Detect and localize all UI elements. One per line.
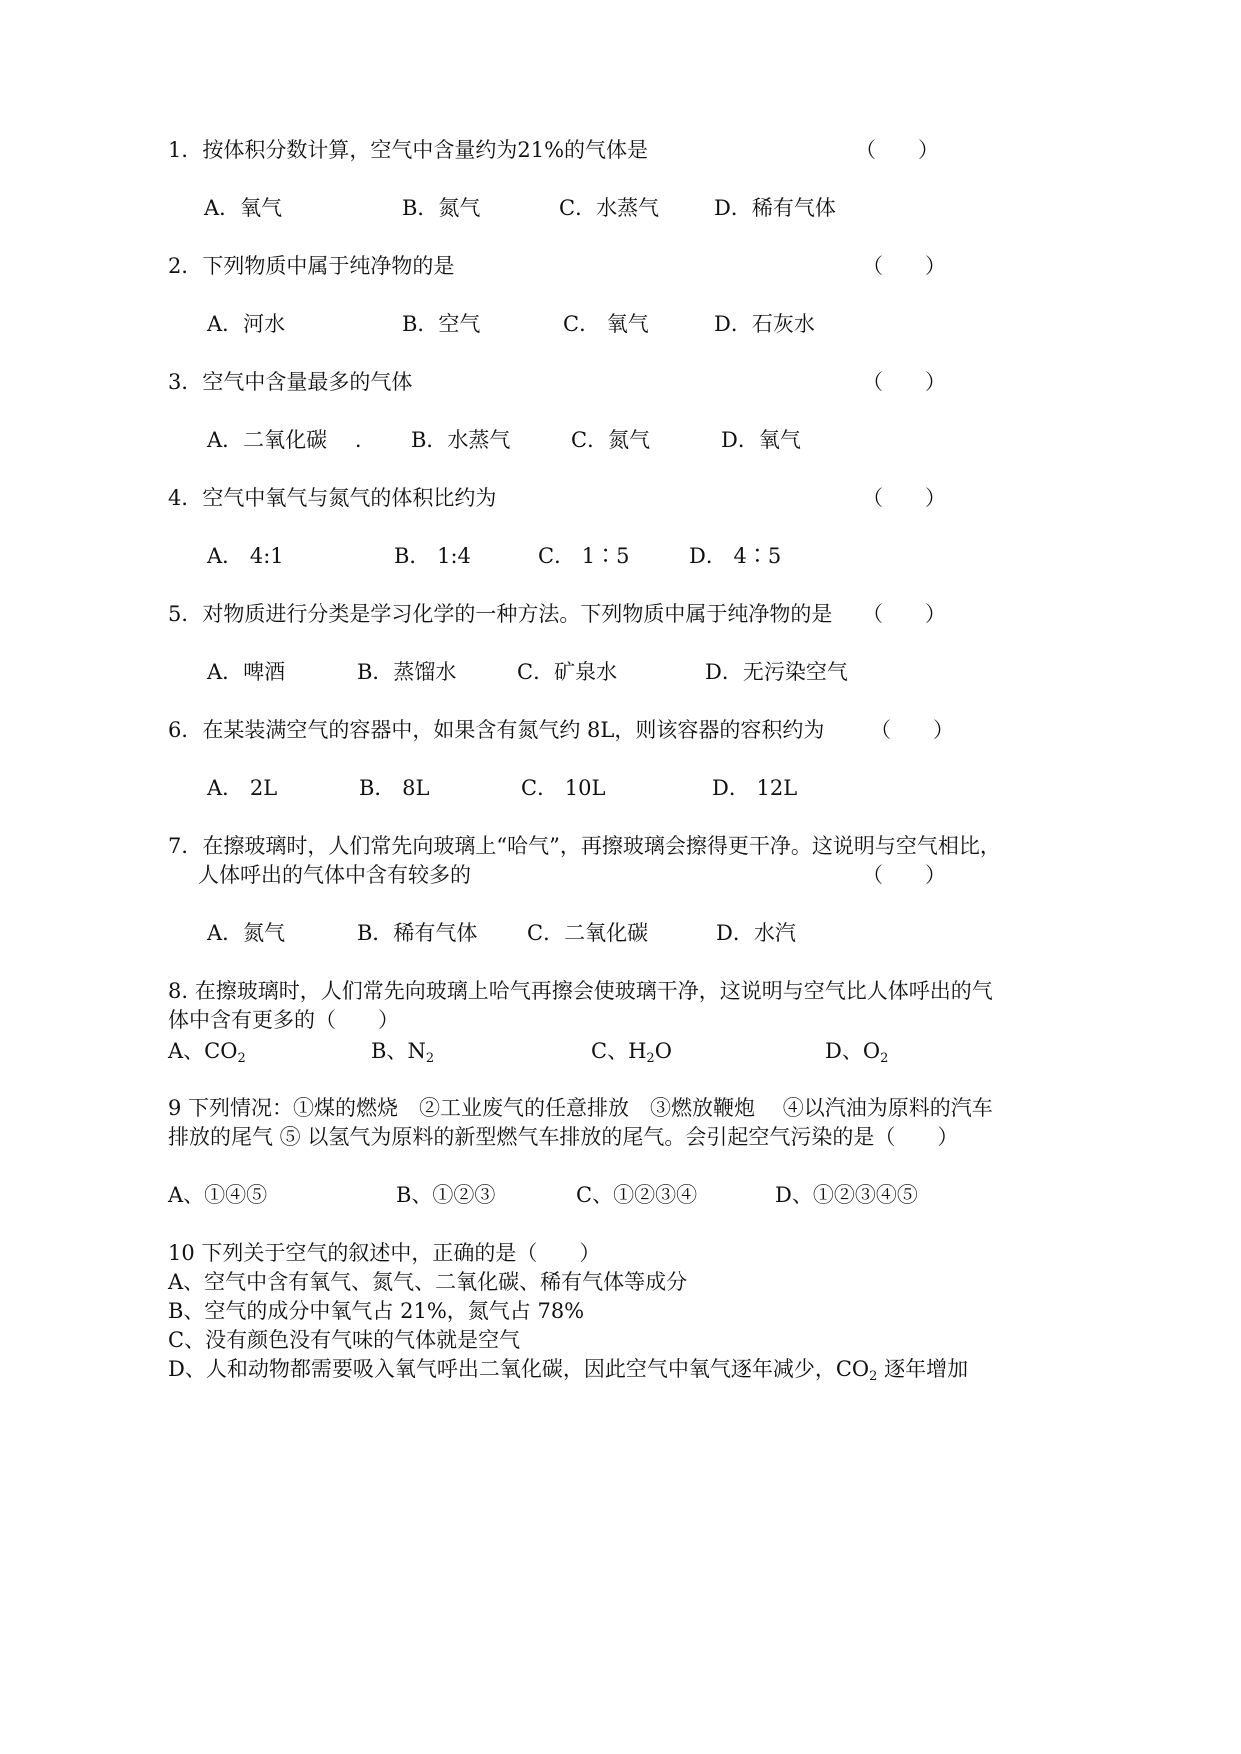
question-9-stem-line-1: 9 下列情况：①煤的燃烧 ②工业废气的任意排放 ③燃放鞭炮 ④以汽油为原料的汽车 — [168, 1096, 993, 1120]
question-3-option-d: D．氧气 — [721, 428, 801, 452]
question-3-option-b: B．水蒸气 — [411, 428, 511, 452]
question-10-option-a: A、空气中含有氧气、氮气、二氧化碳、稀有气体等成分 — [168, 1270, 688, 1294]
question-4-option-d: D． 4∶5 — [689, 544, 782, 568]
question-9-stem-line-2: 排放的尾气 ⑤ 以氢气为原料的新型燃气车排放的尾气。会引起空气污染的是（ ） — [168, 1125, 959, 1149]
formula-base: O — [862, 1039, 881, 1063]
question-10-option-b: B、空气的成分中氧气占 21%，氮气占 78% — [168, 1299, 585, 1323]
question-1-option-b: B．氮气 — [402, 196, 481, 220]
question-7-option-d: D．水汽 — [716, 921, 796, 945]
formula-tail: O — [654, 1039, 672, 1063]
question-1-option-d: D．稀有气体 — [714, 196, 836, 220]
question-5-stem: 5．对物质进行分类是学习化学的一种方法。下列物质中属于纯净物的是 — [168, 602, 833, 626]
option-prefix: D、 — [825, 1039, 863, 1063]
question-2-answer-bracket: （ ） — [862, 254, 946, 278]
question-3-stem: 3．空气中含量最多的气体 — [168, 370, 413, 394]
question-2-option-d: D．石灰水 — [714, 312, 815, 336]
question-5-option-b: B．蒸馏水 — [357, 660, 457, 684]
question-1-option-a: A．氧气 — [204, 196, 283, 220]
question-1-stem: 1．按体积分数计算，空气中含量约为21%的气体是 — [168, 138, 649, 162]
formula-subscript: 2 — [880, 1051, 889, 1066]
question-7-answer-bracket: （ ） — [862, 863, 946, 887]
question-2-option-a: A．河水 — [207, 312, 286, 336]
question-10-option-c: C、没有颜色没有气味的气体就是空气 — [168, 1328, 521, 1352]
question-1-answer-bracket: （ ） — [855, 138, 939, 162]
question-6-stem: 6．在某装满空气的容器中，如果含有氮气约 8L，则该容器的容积约为 — [168, 718, 825, 742]
option-prefix: B、 — [371, 1039, 408, 1063]
option-text-tail: 逐年增加 — [877, 1357, 969, 1381]
question-7-option-a: A．氮气 — [207, 921, 286, 945]
question-8-option-c — [591, 1038, 672, 1064]
question-8-option-b — [371, 1038, 434, 1064]
question-7-stem-line-2: 人体呼出的气体中含有较多的 — [198, 863, 471, 887]
question-9-option-c: C、①②③④ — [576, 1183, 698, 1207]
question-2-stem: 2．下列物质中属于纯净物的是 — [168, 254, 455, 278]
option-text: D、人和动物都需要吸入氧气呼出二氧化碳，因此空气中氧气逐年减少，CO — [168, 1357, 870, 1381]
question-8-stem-line-2: 体中含有更多的（ ） — [168, 1008, 399, 1032]
formula-base: N — [407, 1039, 426, 1063]
question-7-option-b: B．稀有气体 — [357, 921, 478, 945]
question-8-option-a — [168, 1038, 246, 1064]
question-10-option-d — [168, 1356, 968, 1382]
question-9-option-d: D、①②③④⑤ — [775, 1183, 918, 1207]
question-4-option-b: B． 1:4 — [394, 544, 471, 568]
question-2-option-c: C． 氧气 — [563, 312, 649, 336]
question-6-option-a: A． 2L — [207, 776, 278, 800]
question-4-option-a: A． 4:1 — [207, 544, 284, 568]
question-4-stem: 4．空气中氧气与氮气的体积比约为 — [168, 486, 497, 510]
formula-base: CO — [204, 1039, 238, 1063]
option-prefix: A、 — [168, 1039, 205, 1063]
question-8-option-d — [825, 1038, 888, 1064]
question-2-option-b: B．空气 — [402, 312, 481, 336]
formula-subscript: 2 — [237, 1051, 246, 1066]
option-prefix: C、 — [591, 1039, 629, 1063]
question-1-option-c: C．水蒸气 — [559, 196, 660, 220]
formula-subscript: 2 — [425, 1051, 435, 1066]
question-3-option-a: A．二氧化碳 . — [207, 428, 362, 452]
question-10-stem: 10 下列关于空气的叙述中，正确的是（ ） — [168, 1241, 601, 1265]
formula-subscript: 2 — [646, 1051, 655, 1066]
question-4-answer-bracket: （ ） — [862, 486, 946, 510]
question-6-option-b: B． 8L — [359, 776, 430, 800]
question-4-option-c: C． 1∶5 — [538, 544, 630, 568]
question-6-answer-bracket: （ ） — [870, 718, 954, 742]
question-5-answer-bracket: （ ） — [862, 602, 946, 626]
question-7-option-c: C．二氧化碳 — [527, 921, 649, 945]
question-9-option-a: A、①④⑤ — [168, 1183, 268, 1207]
question-7-stem-line-1: 7．在擦玻璃时，人们常先向玻璃上“哈气”，再擦玻璃会擦得更干净。这说明与空气相比， — [168, 834, 1001, 858]
question-5-option-a: A．啤酒 — [207, 660, 286, 684]
question-3-answer-bracket: （ ） — [862, 370, 946, 394]
question-6-option-c: C． 10L — [521, 776, 606, 800]
question-5-option-d: D．无污染空气 — [705, 660, 848, 684]
formula-base: H — [628, 1039, 647, 1063]
formula-subscript: 2 — [869, 1369, 878, 1384]
question-5-option-c: C．矿泉水 — [517, 660, 618, 684]
question-6-option-d: D． 12L — [712, 776, 798, 800]
question-3-option-c: C．氮气 — [571, 428, 651, 452]
question-8-stem-line-1: 8. 在擦玻璃时，人们常先向玻璃上哈气再擦会使玻璃干净，这说明与空气比人体呼出的气 — [168, 979, 993, 1003]
question-9-option-b: B、①②③ — [396, 1183, 496, 1207]
